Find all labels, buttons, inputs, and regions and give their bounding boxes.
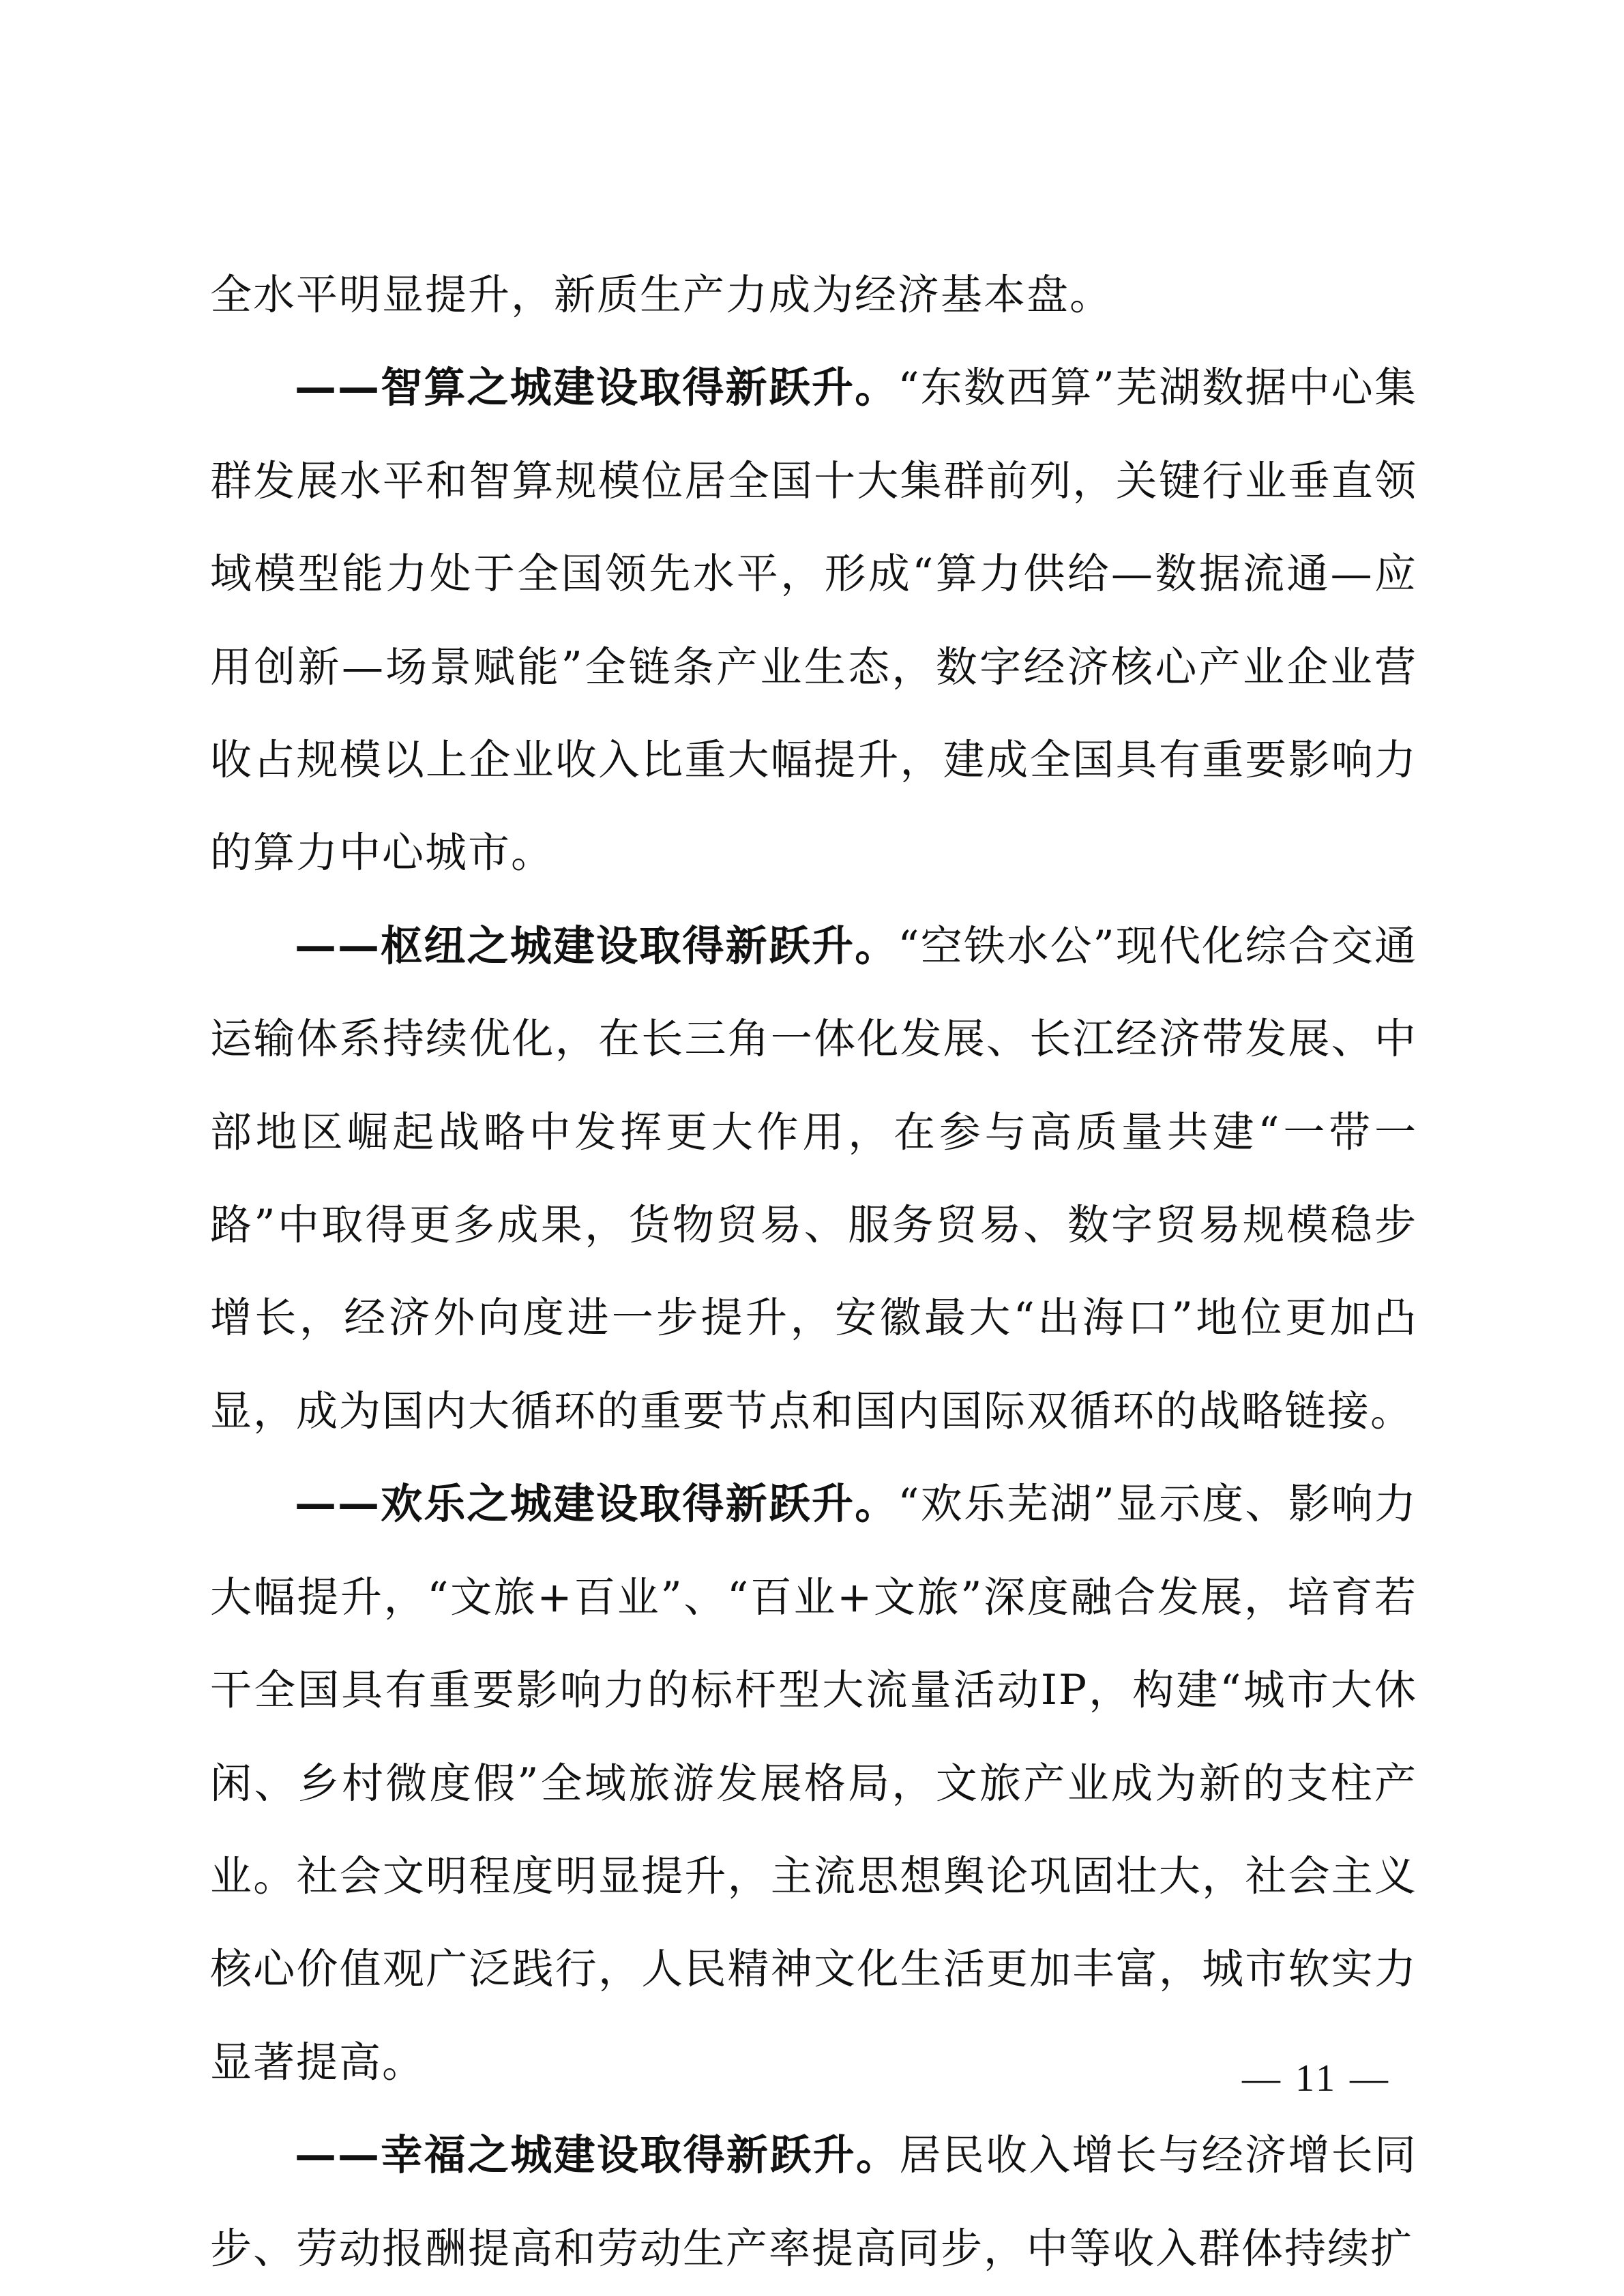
section-paragraph-smart-computing-city <box>210 342 1417 899</box>
section-heading: ——欢乐之城建设取得新跃升。 <box>295 1480 898 1529</box>
document-body <box>210 249 1417 2295</box>
section-text: 居民收入增长与经济增长同步、劳动报酬提高和劳动生产率提高同步，中等收入群体持续扩 <box>210 2131 1417 2273</box>
section-heading: ——幸福之城建设取得新跃升。 <box>295 2131 900 2180</box>
section-heading: ——枢纽之城建设取得新跃升。 <box>295 921 898 970</box>
section-text: “空铁水公”现代化综合交通运输体系持续优化，在长三角一体化发展、长江经济带发展、中部地区崛起战略中发挥更大作用，在参与高质量共建“一带一路”中取得更多成果，货物贸易、服务贸易、数字贸易规模稳步增长，经济外向度进一步提升，安徽最大“出海口”地位更加凸显，成为国内大循环的重要节点和国内国际双循环的战略链接。 <box>210 921 1417 1435</box>
section-text: “东数西算”芜湖数据中心集群发展水平和智算规模位居全国十大集群前列，关键行业垂直领域模型能力处于全国领先水平，形成“算力供给—数据流通—应用创新—场景赋能”全链条产业生态，数字经济核心产业企业营收占规模以上企业收入比重大幅提升，建成全国具有重要影响力的算力中心城市。 <box>210 363 1417 878</box>
section-paragraph-happy-city <box>210 2109 1417 2295</box>
section-paragraph-joyful-city <box>210 1458 1417 2109</box>
section-paragraph-hub-city <box>210 900 1417 1458</box>
section-text: “欢乐芜湖”显示度、影响力大幅提升，“文旅+百业”、“百业+文旅”深度融合发展，培育若干全国具有重要影响力的标杆型大流量活动IP，构建“城市大休闲、乡村微度假”全域旅游发展格局，文旅产业成为新的支柱产业。社会文明程度明显提升，主流思想舆论巩固壮大，社会主义核心价值观广泛践行，人民精神文化生活更加丰富，城市软实力显著提高。 <box>210 1480 1417 2087</box>
page-number: — 11 — <box>1242 2057 1391 2100</box>
continuation-paragraph: 全水平明显提升，新质生产力成为经济基本盘。 <box>210 271 1113 319</box>
section-heading: ——智算之城建设取得新跃升。 <box>295 363 898 413</box>
